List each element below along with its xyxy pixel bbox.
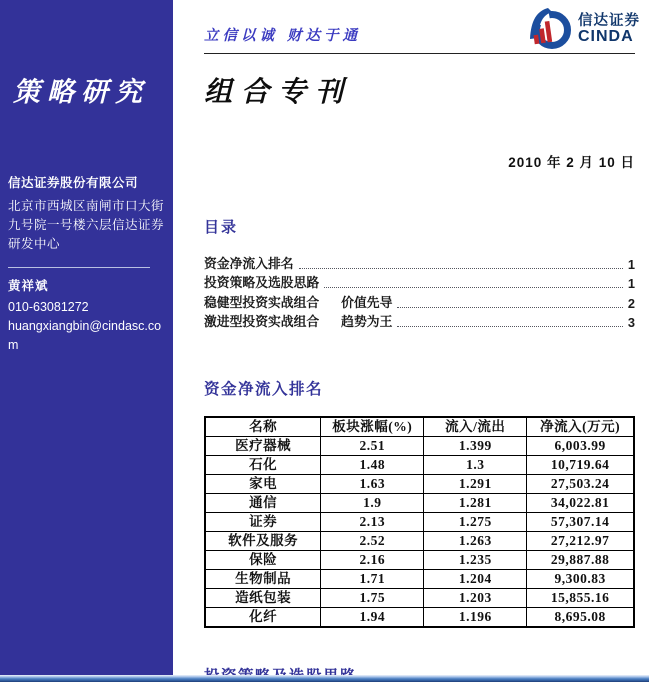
- table-cell: 家电: [205, 475, 321, 494]
- table-cell: 1.203: [424, 589, 527, 608]
- toc-sublabel: 趋势为王: [341, 314, 393, 329]
- table-row: [205, 608, 634, 628]
- table-cell: 1.275: [424, 513, 527, 532]
- table-cell: 2.52: [321, 532, 424, 551]
- table-cell: 1.204: [424, 570, 527, 589]
- table-cell: 1.399: [424, 437, 527, 456]
- column-header: 流入/流出: [424, 417, 527, 437]
- table-row: [205, 570, 634, 589]
- column-header: 名称: [205, 417, 321, 437]
- table-cell: 石化: [205, 456, 321, 475]
- table-cell: 1.235: [424, 551, 527, 570]
- table-cell: 29,887.88: [527, 551, 634, 570]
- report-content: [173, 0, 649, 682]
- toc-page-number: 1: [627, 256, 635, 272]
- table-cell: 1.63: [321, 475, 424, 494]
- table-cell: 造纸包装: [205, 589, 321, 608]
- table-cell: 1.3: [424, 456, 527, 475]
- table-cell: 15,855.16: [527, 589, 634, 608]
- table-cell: 1.71: [321, 570, 424, 589]
- address-line: 北京市西城区南闸市口大街: [8, 199, 165, 213]
- report-date: 2010 年 2 月 10 日: [508, 155, 635, 170]
- toc-dot-leader: [397, 307, 623, 308]
- toc-entry[interactable]: [204, 311, 635, 331]
- address-line: 研发中心: [8, 237, 61, 251]
- table-cell: 保险: [205, 551, 321, 570]
- table-cell: 10,719.64: [527, 456, 634, 475]
- table-cell: 2.51: [321, 437, 424, 456]
- table-cell: 9,300.83: [527, 570, 634, 589]
- table-cell: 证券: [205, 513, 321, 532]
- table-cell: 2.13: [321, 513, 424, 532]
- table-cell: 1.48: [321, 456, 424, 475]
- table-of-contents: [204, 252, 635, 330]
- table-cell: 1.9: [321, 494, 424, 513]
- table-cell: 6,003.99: [527, 437, 634, 456]
- section-heading-fund-flow: 资金净流入排名: [204, 381, 324, 398]
- toc-label: 投资策略及选股思路: [204, 275, 320, 290]
- table-row: [205, 532, 634, 551]
- phone-number: 010-63081272: [8, 300, 89, 314]
- company-name: 信达证券股份有限公司: [8, 176, 139, 190]
- sidebar: [0, 0, 173, 675]
- table-cell: 2.16: [321, 551, 424, 570]
- toc-entry[interactable]: [204, 272, 635, 292]
- company-motto: 立信以诚 财达于通: [204, 27, 362, 44]
- toc-dot-leader: [397, 326, 623, 327]
- table-row: [205, 475, 634, 494]
- table-cell: 1.291: [424, 475, 527, 494]
- toc-heading: 目录: [204, 219, 239, 236]
- cinda-logo-mark-icon: [519, 8, 575, 52]
- table-row: [205, 494, 634, 513]
- table-row: [205, 551, 634, 570]
- logo-name-en: CINDA: [578, 28, 634, 46]
- table-cell: 1.196: [424, 608, 527, 628]
- sidebar-contact-block: [8, 174, 167, 355]
- toc-page-number: 2: [627, 295, 635, 311]
- table-cell: 1.94: [321, 608, 424, 628]
- table-cell: 57,307.14: [527, 513, 634, 532]
- table-cell: 27,503.24: [527, 475, 634, 494]
- table-header-row: [205, 417, 634, 437]
- toc-label: 稳健型投资实战组合: [204, 294, 320, 310]
- table-cell: 1.263: [424, 532, 527, 551]
- table-cell: 医疗器械: [205, 437, 321, 456]
- analyst-name: 黄祥斌: [8, 279, 49, 293]
- table-row: [205, 589, 634, 608]
- toc-sublabel: 价值先导: [341, 294, 393, 310]
- table-row: [205, 437, 634, 456]
- bottom-window-edge[interactable]: [0, 675, 649, 682]
- table-cell: 34,022.81: [527, 494, 634, 513]
- table-cell: 1.75: [321, 589, 424, 608]
- toc-entry[interactable]: [204, 252, 635, 272]
- table-cell: 27,212.97: [527, 532, 634, 551]
- table-cell: 1.281: [424, 494, 527, 513]
- toc-label: 资金净流入排名: [204, 255, 294, 271]
- table-cell: 软件及服务: [205, 532, 321, 551]
- sidebar-divider: [8, 267, 150, 268]
- cinda-logo: [519, 8, 640, 52]
- table-row: [205, 513, 634, 532]
- header-rule: [204, 53, 635, 54]
- address-line: 九号院一号楼六层信达证券: [8, 218, 165, 232]
- toc-label: 激进型投资实战组合: [204, 314, 320, 329]
- column-header: 净流入(万元): [527, 417, 634, 437]
- table-row: [205, 456, 634, 475]
- toc-dot-leader: [299, 268, 623, 269]
- sidebar-title: 策略研究: [13, 77, 149, 108]
- logo-name-cn: 信达证券: [578, 12, 640, 29]
- table-cell: 8,695.08: [527, 608, 634, 628]
- page-title: 组合专刊: [204, 75, 353, 108]
- toc-dot-leader: [324, 287, 623, 288]
- toc-page-number: 3: [627, 315, 635, 330]
- table-cell: 化纤: [205, 608, 321, 628]
- fund-flow-table: [204, 416, 635, 628]
- toc-page-number: 1: [627, 276, 635, 291]
- cinda-logo-text: [578, 14, 640, 46]
- table-cell: 生物制品: [205, 570, 321, 589]
- table-cell: 通信: [205, 494, 321, 513]
- column-header: 板块涨幅(%): [321, 417, 424, 437]
- company-address: [8, 197, 167, 254]
- toc-entry[interactable]: [204, 291, 635, 311]
- email-address: huangxiangbin@cindasc.com: [8, 319, 162, 352]
